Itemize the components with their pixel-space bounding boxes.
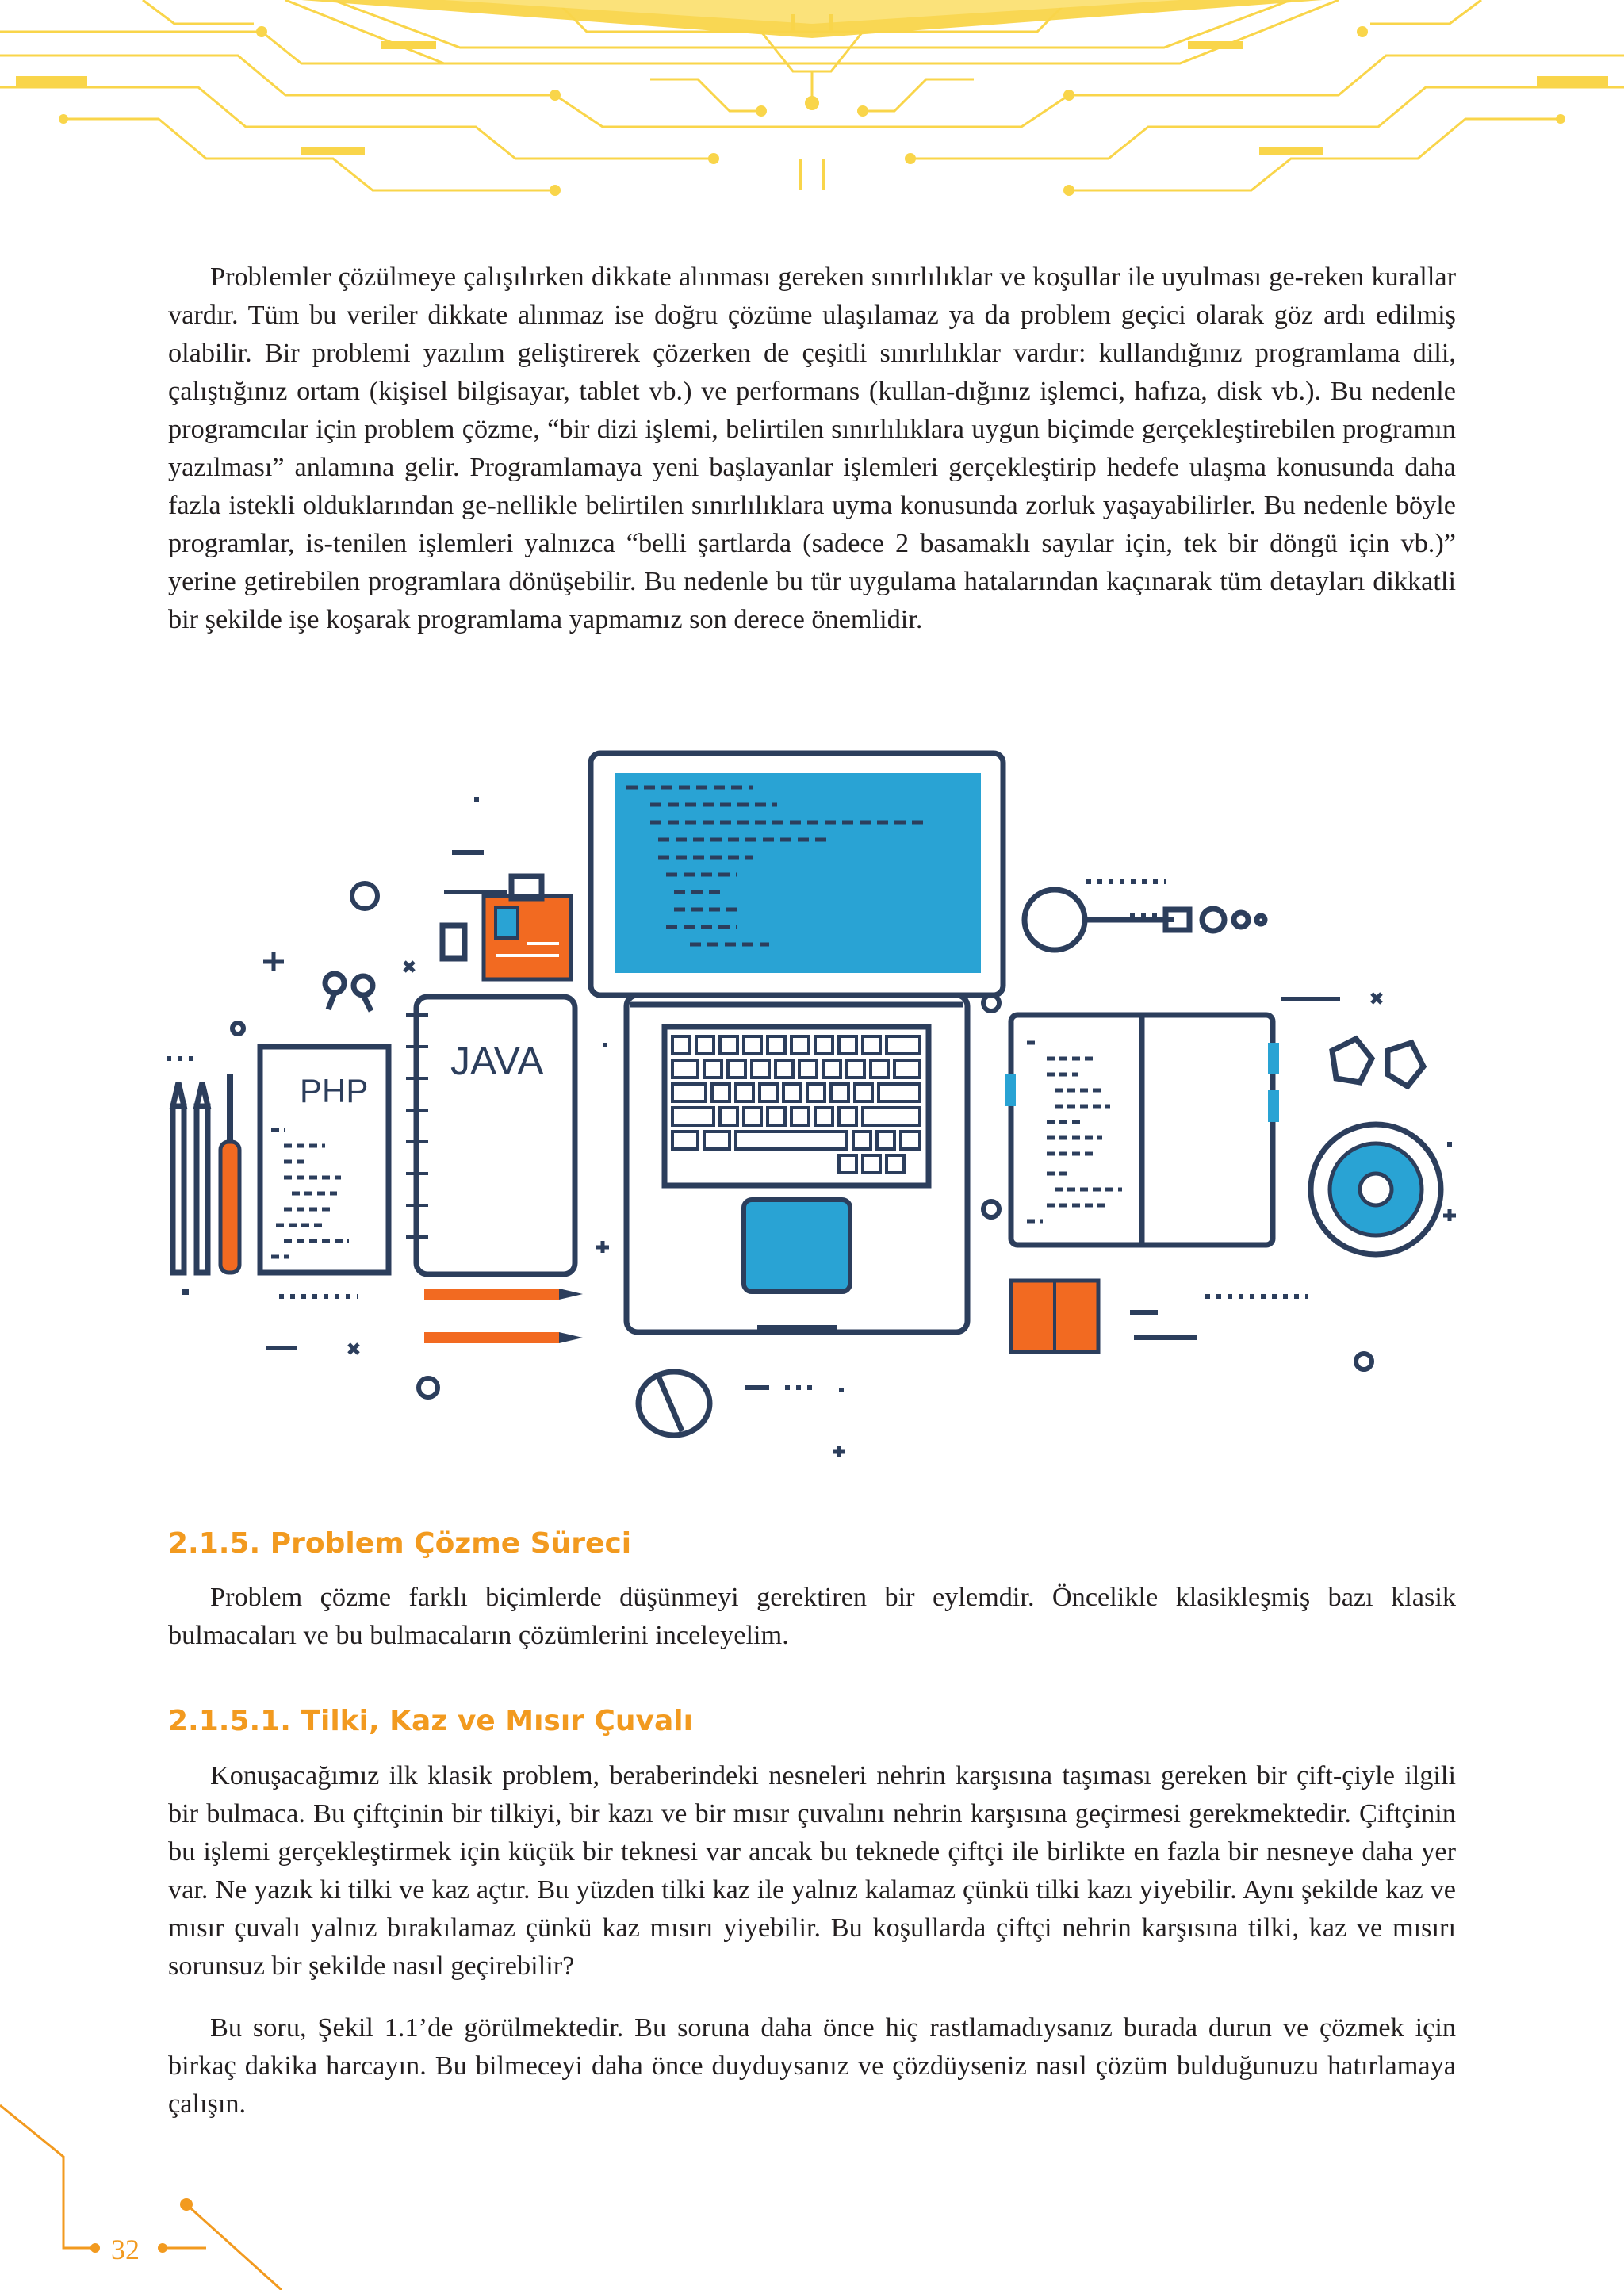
subsection-heading: 2.1.5.1. Tilki, Kaz ve Mısır Çuvalı [168,1705,693,1737]
pushpins [325,974,373,1011]
horizontal-pencils [424,1289,583,1343]
sticky-notes [1011,1281,1098,1352]
mouse [638,1372,710,1435]
pencils [173,1074,239,1273]
programming-workspace-illustration [151,741,1467,1471]
fox-goose-paragraph: Konuşacağımız ilk klasik problem, beraberindeki nesneleri nehrin karşısına taşıması gereken bir çift-çiyle ilgili bir bulmaca. Bu çiftçinin bir tilkiyi, bir kazı ve bir mısır çuvalını nehrin karşısına geçirmesi gerekmektedir. Çiftçinin bu işlemi gerçekleştirmek için küçük bir teknesi var ancak bu teknede çiftçi ile birlikte en fazla bir nesneye daha yer var. Ne yazık ki tilki ve kaz açtır. Bu yüzden tilki kaz ile yalnız kalamaz çünkü tilki kazı yiyebilir. Aynı şekilde kaz ve mısır çuvalı yalnız bırakılamaz çünkü kaz mısırı yiyebilir. Bu koşullarda çiftçi nehrin karşısına tilki, kaz ve mısırı sorunsuz bir şekilde nasıl geçirebilir? [168,1760,1456,1981]
java-notebook [406,997,575,1274]
section-heading: 2.1.5. Problem Çözme Süreci [168,1527,632,1560]
page-number: 32 [111,2234,140,2265]
donut [1311,1124,1441,1254]
php-label: PHP [300,1072,369,1109]
question-paragraph: Bu soru, Şekil 1.1’de görülmektedir. Bu soruna daha önce hiç rastlamadıysanız burada durun ve çözmek için birkaç dakika harcayın. Bu bilmeceyi daha önce duyduysanız ve çözdüyseniz nasıl çözüm bulduğunuzu hatırlamaya çalışın. [168,2012,1456,2119]
intro-paragraph: Problemler çözülmeye çalışılırken dikkate alınması gereken sınırlılıklar ve koşullar ile uyulması ge-reken kurallar vardır. Tüm bu veriler dikkate alınmaz ise doğru çözüme ulaşılamaz ya da problem geçici olarak göz ardı edilmiş olabilir. Bir problemi yazılım geliştirerek çözerken de çeşitli sınırlılıklar vardır: kullandığınız programlama dili, çalıştığınız ortam (kişisel bilgisayar, tablet vb.) ve performans (kullan-dığınız işlemci, hafıza, disk vb.). Bu nedenle programcılar için problem çözme, “bir dizi işlemi, belirtilen sınırlılıklara uygun biçimde gerçekleştirebilen programın yazılması” anlamına gelir. Programlamaya yeni başlayanlar işlemleri gerçekleştirip hedefe ulaşma konusunda daha fazla istekli olduklarından ge-nellikle belirtilen sınırlılıklara uyma konusunda zorluk yaşayabilirler. Bu nedenle böyle programlar, is-tenilen işlemleri yalnızca “belli şartlarda (sadece 2 basamaklı sayılar için, tek bir döngü için vb.)” yerine getirebilen programlara dönüşebilir. Bu nedenle bu tür uygulama hatalarından kaçınarak tüm detayları dikkatli bir şekilde işe koşarak programlama yapmamız son derece önemlidir. [168,262,1456,634]
java-label: JAVA [450,1039,544,1083]
php-book [260,1047,389,1273]
process-paragraph: Problem çözme farklı biçimlerde düşünmeyi gerektiren bir eylemdir. Öncelikle klasikleşmiş bazı klasik bulmacaları ve bu bulmacaların çözümlerini inceleyelim. [168,1582,1456,1650]
footer-circuit-decoration [0,2101,476,2290]
laptop [591,753,1003,1335]
gems [1332,1039,1423,1086]
circuit-header-decoration [0,0,1624,214]
open-notebook [1005,1015,1279,1245]
